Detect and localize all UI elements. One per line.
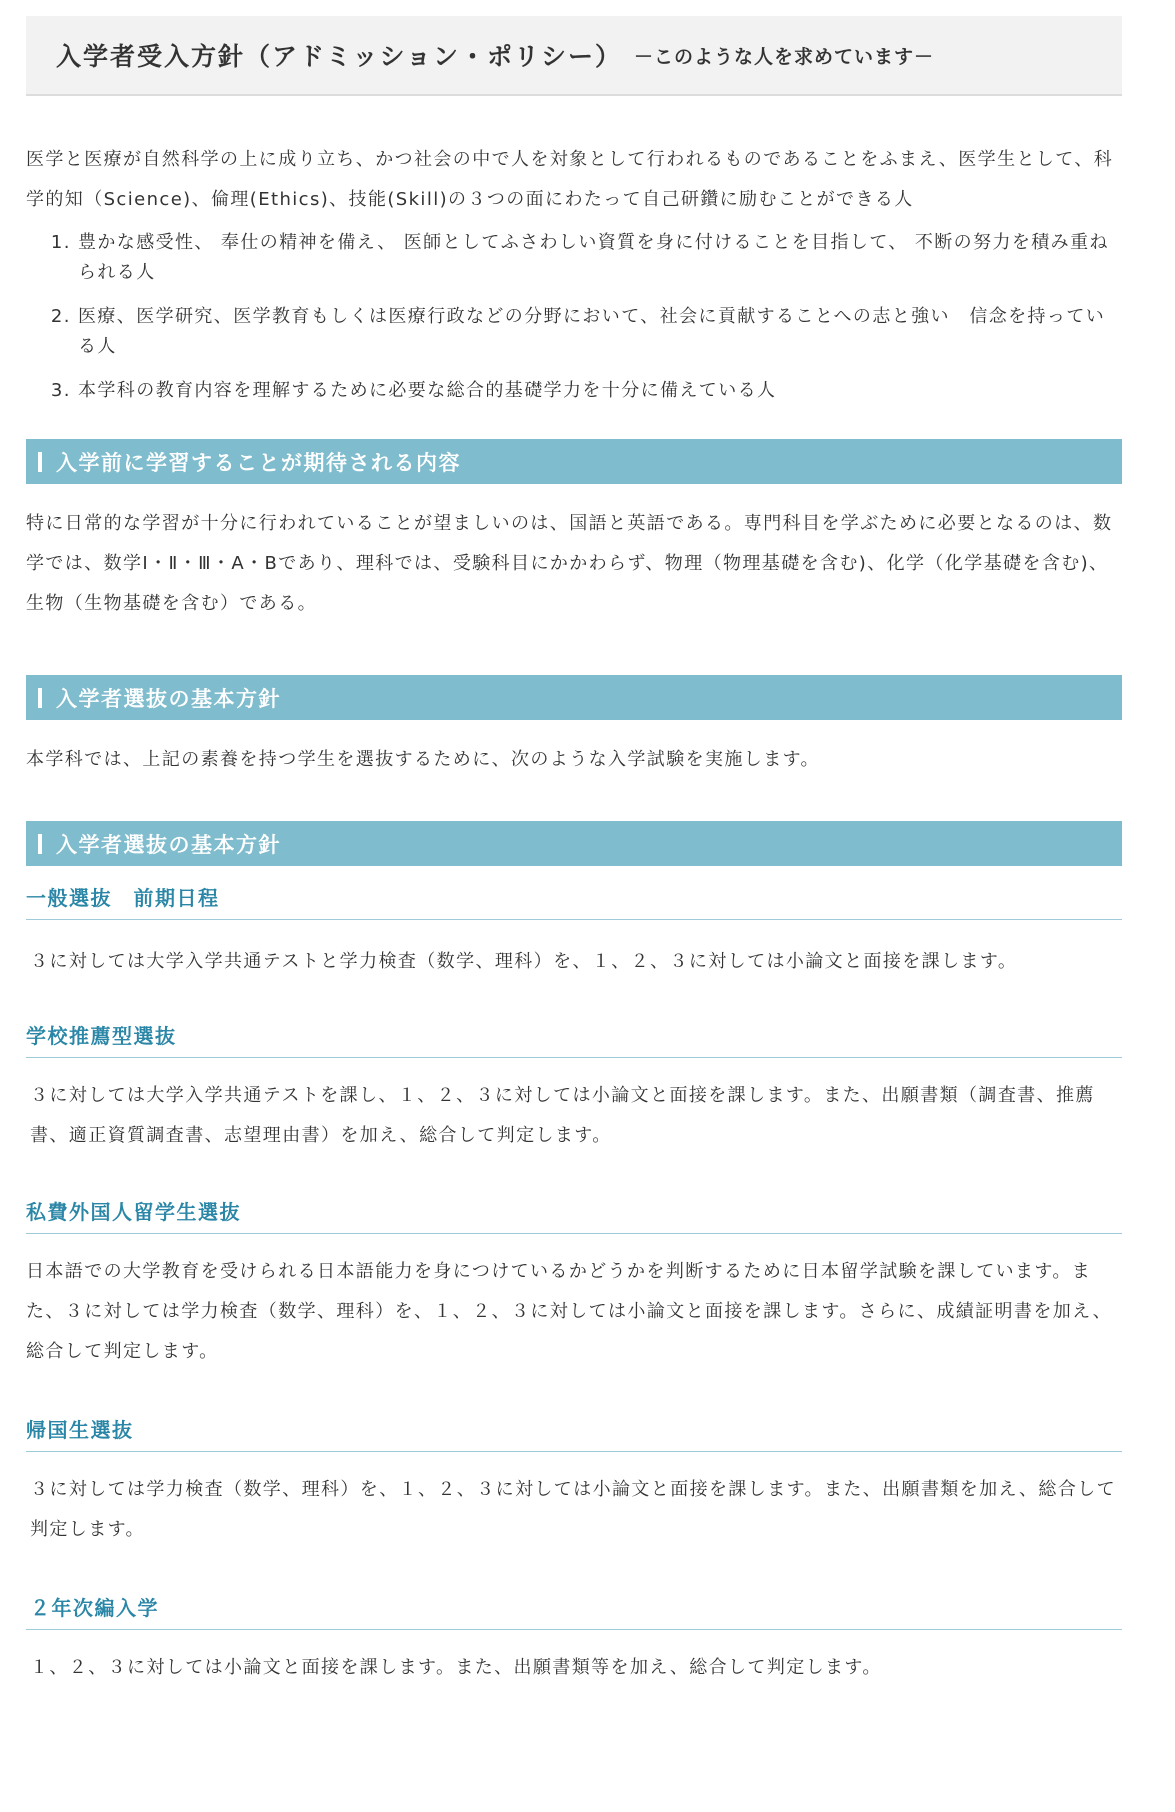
selection-transfer-second-year (26, 1592, 1122, 1688)
section-heading-pre-study (26, 439, 1122, 484)
selection-text: ３に対しては大学入学共通テストを課し、１、２、３に対しては小論文と面接を課します。また、出願書類（調査書、推薦書、適正資質調査書、志望理由書）を加え、総合して判定します。 (30, 1085, 1095, 1146)
selection-title: 私費外国人留学生選抜 (26, 1196, 1122, 1234)
policy-list (26, 228, 1122, 406)
page-title: 入学者受入方針（アドミッション・ポリシー） (56, 42, 623, 71)
selection-title: 帰国生選抜 (26, 1414, 1122, 1452)
selection-title: 一般選抜 前期日程 (26, 882, 1122, 920)
selection-returnee (26, 1414, 1122, 1550)
heading-bar-icon (38, 452, 42, 472)
section-heading-text: 入学者選抜の基本方針 (56, 686, 281, 711)
selection-title: 学校推薦型選抜 (26, 1020, 1122, 1058)
pre-study-text: 特に日常的な学習が十分に行われていることが望ましいのは、国語と英語である。専門科目を学ぶために必要となるのは、数学では、数学Ⅰ・Ⅱ・Ⅲ・A・Bであり、理科では、受験科目にかかわらず、物理（物理基礎を含む)、化学（化学基礎を含む)、生物（生物基礎を含む）である。 (26, 513, 1113, 614)
selection-international-students (26, 1196, 1122, 1372)
intro-text: 医学と医療が自然科学の上に成り立ち、かつ社会の中で人を対象として行われるものであることをふまえ、医学生として、科学的知（Science)、倫理(Ethics)、技能(Skill)の３つの面にわたって自己研鑽に励むことができる人 (26, 149, 1114, 210)
heading-bar-icon (38, 688, 42, 708)
policy-item: 1. 豊かな感受性、 奉仕の精神を備え、 医師としてふさわしい資質を身に付けることを目指して、 不断の努力を積み重ねられる人 (78, 228, 1122, 288)
heading-bar-icon (38, 834, 42, 854)
selection-text: 日本語での大学教育を受けられる日本語能力を身につけているかどうかを判断するために日本留学試験を課しています。また、３に対しては学力検査（数学、理科）を、１、２、３に対しては小論文と面接を課します。さらに、成績証明書を加え、総合して判定します。 (26, 1261, 1113, 1362)
section-heading-selection (26, 821, 1122, 866)
basic-policy-text: 本学科では、上記の素養を持つ学生を選抜するために、次のような入学試験を実施します。 (26, 749, 820, 770)
selection-text: ３に対しては学力検査（数学、理科）を、１、２、３に対しては小論文と面接を課します。また、出願書類を加え、総合して判定します。 (30, 1479, 1117, 1540)
page-title-box (26, 16, 1122, 96)
section-heading-basic-policy (26, 675, 1122, 720)
section-heading-text: 入学者選抜の基本方針 (56, 832, 281, 857)
policy-item: 3. 本学科の教育内容を理解するために必要な総合的基礎学力を十分に備えている人 (78, 376, 1122, 406)
page-subtitle: －このような人を求めています－ (634, 45, 935, 68)
section-heading-text: 入学前に学習することが期待される内容 (56, 450, 461, 475)
selection-title: ２年次編入学 (26, 1592, 1122, 1630)
selection-text: ３に対しては大学入学共通テストと学力検査（数学、理科）を、１、２、３に対しては小論文と面接を課します。 (30, 951, 1018, 972)
policy-item: 2. 医療、医学研究、医学教育もしくは医療行政などの分野において、社会に貢献することへの志と強い 信念を持っている人 (78, 302, 1122, 362)
selection-general-first (26, 882, 1122, 982)
selection-text: １、２、３に対しては小論文と面接を課します。また、出願書類等を加え、総合して判定します。 (30, 1657, 882, 1678)
selection-school-recommendation (26, 1020, 1122, 1156)
admission-policy-page (26, 16, 1122, 1688)
